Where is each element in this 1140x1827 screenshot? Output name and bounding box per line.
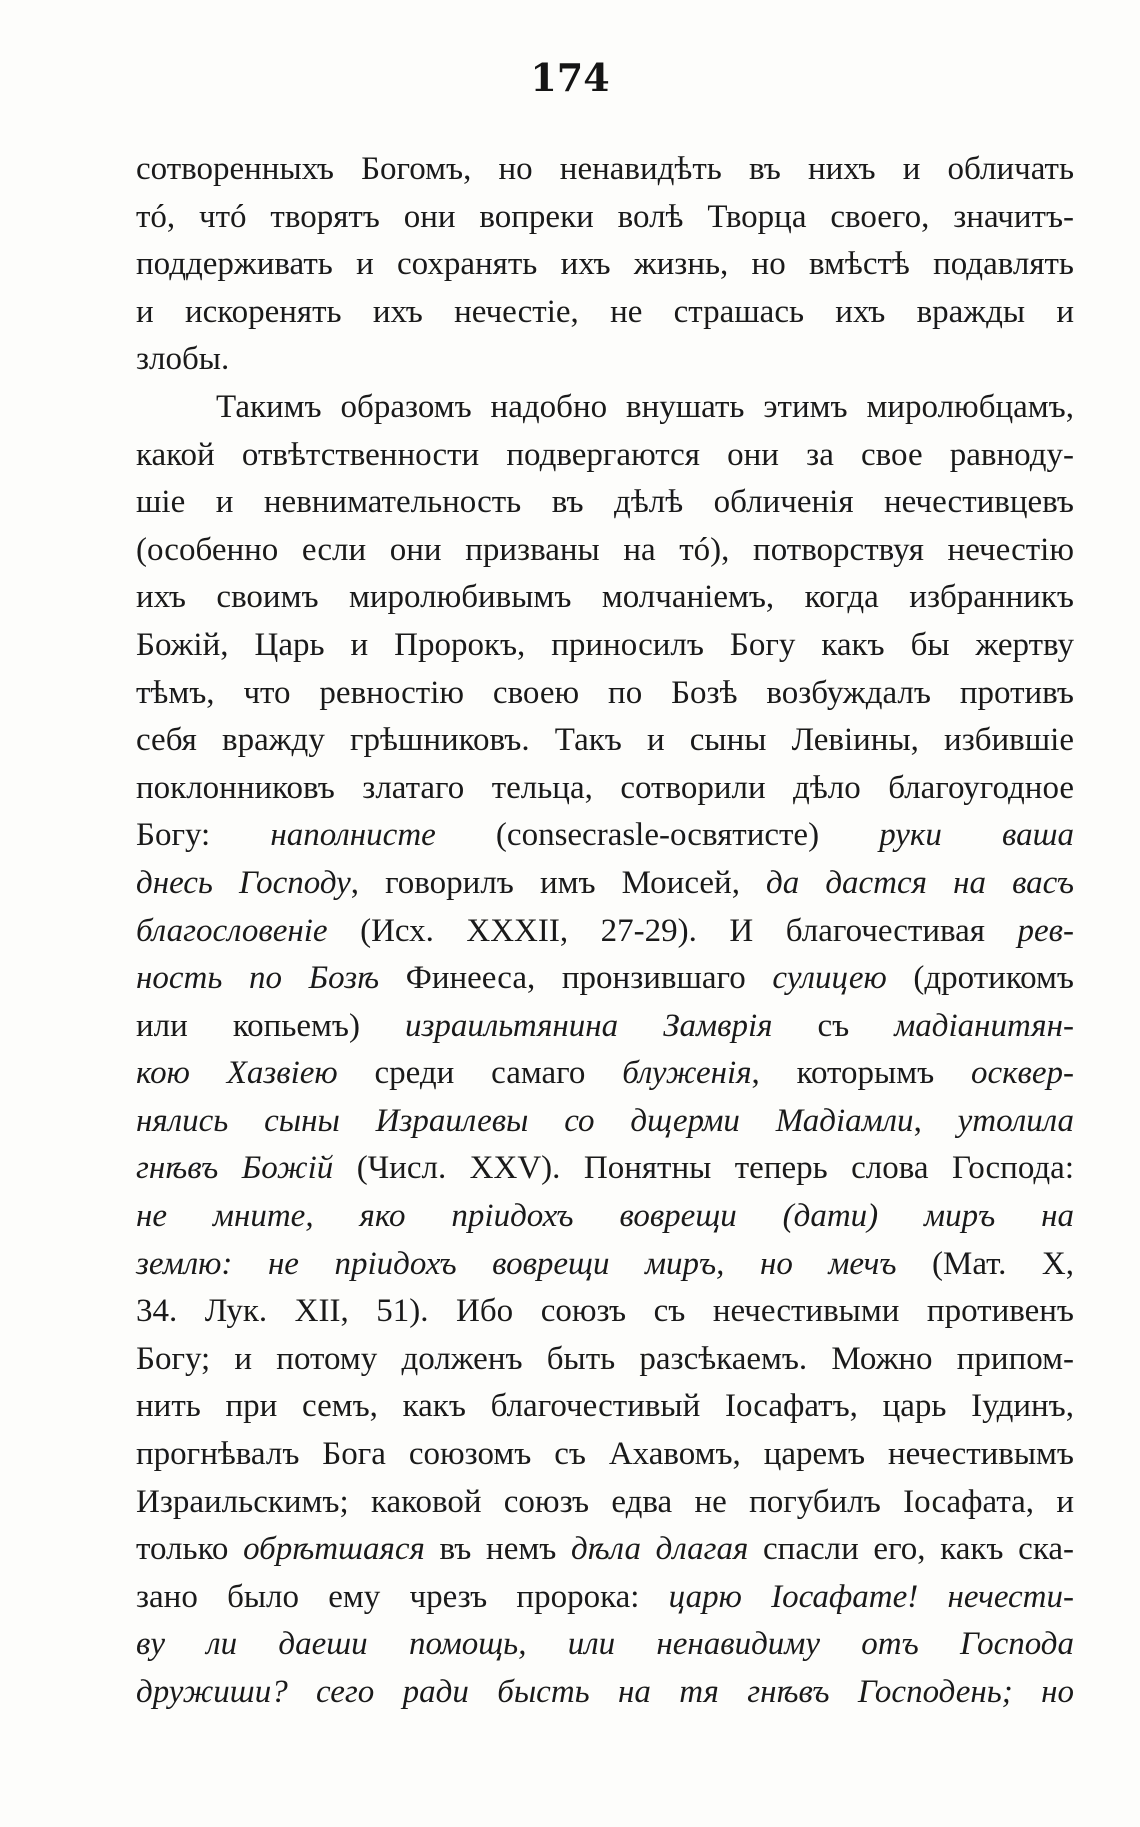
text-line [136,670,1074,718]
italic-text: рев- [1017,912,1074,949]
text-segment: 34. Лук. XII, 51). Ибо союзъ съ нечестивыми противенъ [136,1293,1074,1330]
text-segment: только [136,1531,244,1568]
text-segment: и искоренять ихъ нечестіе, не страшась ихъ вражды и [136,293,1074,330]
text-segment: нить при семъ, какъ благочестивый Іосафатъ, царь Іудинъ, [136,1388,1074,1425]
text-line [136,146,1074,194]
text-line [136,717,1074,765]
text-line [136,622,1074,670]
text-segment: поклонниковъ златаго тельца, сотворили дѣло благоугодное [136,769,1074,806]
text-line [136,1241,1074,1289]
text-segment: (особенно если они призваны на тó), потворствуя нечестію [136,531,1074,568]
text-line [136,1383,1074,1431]
text-line [136,1098,1074,1146]
text-segment: (Исх. XXXII, 27-29). И благочестивая [327,912,1018,949]
italic-text: осквер- [970,1055,1075,1092]
text-line [136,1621,1074,1669]
text-line [136,194,1074,242]
italic-text: обрѣтшаяся [243,1531,425,1568]
italic-text: землю: не пріидохъ воврещи миръ, но мечъ [136,1245,897,1282]
text-line [136,1669,1074,1717]
text-segment: Богу: [136,817,271,854]
text-segment: (Числ. XXV). Понятны теперь слова Господа: [333,1150,1074,1187]
text-line [136,384,1074,432]
text-segment: поддерживать и сохранять ихъ жизнь, но вмѣстѣ подавлять [136,246,1074,283]
text-line [136,1336,1074,1384]
text-line [136,908,1074,956]
text-line [136,812,1074,860]
text-segment: среди самаго [337,1055,623,1092]
text-segment: , [913,1102,958,1139]
text-line [136,574,1074,622]
text-segment: (дротикомъ [886,960,1074,997]
text-segment: или копьемъ) [136,1007,406,1044]
text-segment: злобы. [136,341,230,378]
italic-text: мадіанитян- [894,1007,1074,1044]
text-segment: Богу; и потому долженъ быть разсѣкаемъ. Можно припом- [136,1340,1074,1377]
page-text [136,146,1074,1717]
italic-text: израильтянина Замврія [405,1007,773,1044]
text-segment: Такимъ образомъ надобно внушать этимъ миролюбцамъ, [216,388,1074,425]
italic-text: гнѣвъ Божій [136,1150,334,1187]
text-segment: Финееса, пронзившаго [379,960,773,997]
text-line [136,527,1074,575]
text-segment: Израильскимъ; каковой союзъ едва не погубилъ Іосафата, и [136,1483,1074,1520]
text-segment: сотворенныхъ Богомъ, но ненавидѣть въ нихъ и обличать [136,151,1074,187]
text-segment: Божій, Царь и Пророкъ, приносилъ Богу какъ бы жертву [136,626,1074,663]
text-line [136,955,1074,1003]
text-segment: ихъ своимъ миролюбивымъ молчаніемъ, когда избранникъ [136,579,1074,616]
page-number: 174 [530,55,610,100]
italic-text: блуженія [622,1055,752,1092]
text-segment: (consecrasle-освятисте) [435,817,880,854]
text-line [136,479,1074,527]
italic-text: не мните, яко пріидохъ воврещи (дати) миръ на [136,1198,1074,1235]
text-segment: , которымъ [751,1055,971,1092]
italic-text: дѣла длагая [570,1531,749,1568]
text-line [136,1526,1074,1574]
italic-text: днесь Господу [136,864,351,901]
italic-text: руки ваша [879,817,1074,854]
text-line [136,860,1074,908]
text-line [136,765,1074,813]
text-segment: (Мат. X, [896,1245,1074,1282]
text-line [136,289,1074,337]
text-line [136,1193,1074,1241]
italic-text: дружиши? сего ради бысть на тя гнѣвъ Господень; но [136,1674,1074,1710]
italic-text: сулицею [772,960,887,997]
text-line [136,1288,1074,1336]
text-segment: спасли его, какъ ска- [748,1531,1074,1568]
italic-text: да дастся на васъ [766,864,1075,901]
text-segment: шіе и невнимательность въ дѣлѣ обличенія нечестивцевъ [136,484,1074,521]
text-segment: въ немъ [424,1531,571,1568]
text-line [136,1479,1074,1527]
italic-text: ву ли даеши помощь, или ненавидиму отъ Господа [136,1626,1074,1663]
text-segment: себя вражду грѣшниковъ. Такъ и сыны Левіины, избившіе [136,722,1074,759]
italic-text: благословеніе [136,912,328,949]
text-line [136,1003,1074,1051]
text-line [136,336,1074,384]
italic-text: ность по Бозѣ [136,960,380,997]
italic-text: наполнисте [270,817,436,854]
italic-text: царю Іосафате! нечести- [668,1578,1074,1615]
text-segment: тѣмъ, что ревностію своею по Бозѣ возбуждалъ противъ [136,674,1074,711]
text-segment: прогнѣвалъ Бога союзомъ съ Ахавомъ, царемъ нечестивымъ [136,1436,1074,1473]
text-segment: тó, чтó творятъ они вопреки волѣ Творца своего, значитъ- [136,198,1074,235]
text-line [136,1050,1074,1098]
text-segment: зано было ему чрезъ пророка: [136,1578,669,1615]
text-segment: , говорилъ имъ Моисей, [350,864,767,901]
text-segment: съ [772,1007,895,1044]
text-line [136,241,1074,289]
text-line [136,1431,1074,1479]
text-line [136,432,1074,480]
text-line [136,1574,1074,1622]
italic-text: утолила [957,1102,1074,1139]
text-segment: какой отвѣтственности подвергаются они за свое равноду- [136,436,1074,473]
italic-text: нялись сыны Израилевы со дщерми Мадіамли [136,1102,914,1139]
italic-text: кою Хазвіею [136,1055,338,1092]
text-line [136,1145,1074,1193]
